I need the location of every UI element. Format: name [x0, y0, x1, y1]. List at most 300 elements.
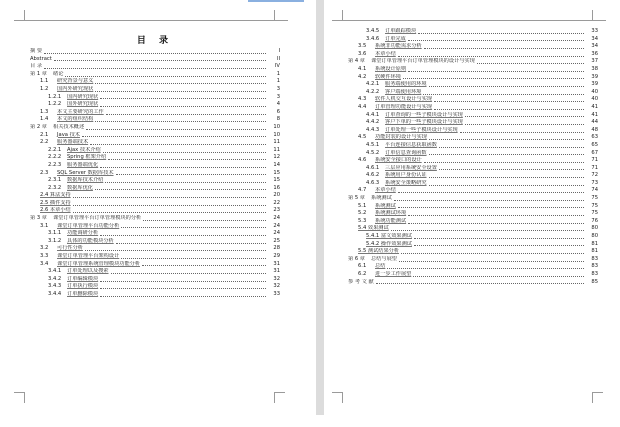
toc-entry[interactable]: [30, 63, 280, 71]
toc-entry[interactable]: [30, 261, 280, 269]
toc-entry-number: 1.1: [40, 78, 49, 85]
toc-entry-number: 4.6: [358, 157, 367, 164]
toc-entry[interactable]: [30, 170, 280, 178]
toc-entry-number: 4.2.1: [366, 81, 380, 88]
toc-entry-page: 71: [591, 164, 598, 171]
toc-entry[interactable]: [30, 162, 280, 170]
toc-entry-page: 38: [591, 65, 598, 72]
toc-leader-dots: [106, 113, 266, 115]
toc-entry[interactable]: [348, 96, 598, 104]
toc-entry-title: 本章小结: [375, 187, 396, 194]
toc-leader-dots: [116, 173, 266, 175]
toc-entry-page: 25: [273, 237, 280, 244]
toc-entry-number: 4.5.1: [366, 141, 380, 148]
toc-leader-dots: [142, 264, 266, 266]
toc-entry-page: I: [278, 48, 280, 54]
toc-entry-page: 48: [591, 126, 598, 133]
toc-entry-page: 71: [591, 157, 598, 164]
toc-leader-dots: [111, 272, 266, 274]
toc-leader-dots: [65, 75, 266, 77]
toc-leader-dots: [100, 234, 266, 236]
toc-entry-number: 4.6.2: [366, 172, 380, 179]
toc-entry-number: 5.1: [358, 202, 367, 209]
toc-entry-title: Spring 框架介绍: [67, 154, 107, 161]
toc-entry-title: 功能调研分析: [67, 230, 99, 237]
toc-entry-page: 41: [591, 111, 598, 118]
toc-entry-page: 75: [591, 210, 598, 217]
toc-entry-page: 39: [591, 73, 598, 80]
toc-entry-title: 进一步工作展望: [375, 271, 412, 277]
toc-entry-page: 37: [591, 58, 598, 65]
toc-entry-title: 软件人机交互设计与实现: [375, 96, 433, 103]
toc-leader-dots: [95, 90, 266, 92]
toc-entry[interactable]: [348, 134, 598, 142]
toc-entry-page: 3: [276, 93, 280, 100]
toc-entry-title: 客户端使用环境: [385, 88, 422, 95]
toc-entry-title: 总结与展望: [371, 255, 397, 262]
toc-entry[interactable]: [348, 233, 598, 241]
toc-entry[interactable]: [30, 223, 280, 231]
toc-entry-page: 24: [273, 222, 280, 229]
toc-entry[interactable]: [30, 276, 280, 284]
toc-entry-number: 3.2: [40, 245, 49, 252]
toc-leader-dots: [44, 52, 266, 54]
toc-leader-dots: [85, 249, 266, 251]
toc-entry-page: 72: [591, 172, 598, 179]
toc-entry-title: 订单完成: [385, 35, 406, 42]
toc-entry-number: 4.1: [358, 65, 367, 72]
toc-entry-number: 4.2: [358, 73, 367, 80]
toc-entry-title: 数据库优化: [67, 184, 93, 191]
toc-entry-page: 34: [591, 35, 598, 42]
toc-entry[interactable]: [348, 195, 598, 203]
toc-leader-dots: [429, 176, 584, 178]
toc-entry[interactable]: [30, 139, 280, 147]
toc-leader-dots: [90, 143, 266, 145]
toc-entry-page: 12: [273, 154, 280, 161]
toc-entry-title: 系统用户身份认证: [385, 172, 427, 179]
toc-entry-page: 3: [276, 85, 280, 92]
toc-leader-dots: [418, 32, 584, 34]
toc-entry-page: 63: [591, 134, 598, 141]
toc-entry-title: 国内外研究现状: [57, 85, 94, 92]
toc-entry-title: 系统设计原则: [375, 65, 407, 72]
toc-entry-number: 6.1: [358, 263, 367, 270]
toc-entry-page: 23: [273, 207, 280, 214]
crop-mark-bottom-right: [592, 392, 603, 403]
toc-entry-page: 1: [276, 78, 280, 85]
toc-entry-title: Ajax 技术介绍: [67, 146, 101, 153]
toc-leader-dots: [82, 135, 266, 137]
toc-entry-page: 80: [591, 225, 598, 232]
toc-entry-number: 2.3: [40, 169, 49, 176]
toc-entry-page: 44: [591, 119, 598, 126]
toc-entry-number: 4.5: [358, 134, 367, 141]
toc-entry-page: 32: [273, 283, 280, 290]
toc-entry-page: 10: [273, 131, 280, 138]
toc-entry-title: 订单编辑模块: [67, 275, 99, 282]
toc-entry[interactable]: [348, 165, 598, 173]
toc-entry-page: 83: [591, 263, 598, 270]
toc-entry[interactable]: [348, 150, 598, 158]
toc-leader-dots: [429, 85, 584, 87]
toc-leader-dots: [86, 128, 266, 130]
toc-entry-title: 订单处理以及搜索: [67, 268, 109, 275]
toc-entry-title: 平台连接信息获取函数: [385, 141, 437, 148]
toc-entry-page: 39: [591, 81, 598, 88]
toc-entry-title: 2.6 本章小结: [40, 207, 71, 214]
toc-entry-title: 订单处理一些子模块设计与实现: [385, 126, 458, 133]
toc-entry[interactable]: [348, 142, 598, 150]
toc-leader-dots: [439, 146, 584, 148]
toc-leader-dots: [424, 161, 584, 163]
toc-entry-page: 11: [273, 139, 280, 146]
toc-leader-dots: [477, 62, 584, 64]
toc-entry-page: 32: [273, 275, 280, 282]
crop-mark-bottom-left: [14, 392, 25, 403]
toc-leader-dots: [376, 282, 584, 284]
toc-entry-number: 3.1.2: [48, 237, 62, 244]
toc-leader-dots: [434, 100, 584, 102]
toc-entry-title: 系统测试环境: [375, 210, 407, 217]
toc-entry[interactable]: [30, 192, 280, 200]
toc-entry-title: 三层应用系统安全设置: [385, 164, 437, 171]
toc-entry[interactable]: [348, 36, 598, 44]
toc-entry-title: 课堂订单管理平台订单管理模块的设计与实现: [371, 58, 475, 65]
toc-entry[interactable]: [348, 43, 598, 51]
toc-leader-dots: [100, 295, 266, 297]
toc-entry-number: 5.3: [358, 217, 367, 224]
toc-entry[interactable]: [348, 81, 598, 89]
toc-entry-number: 1.4: [40, 116, 49, 123]
toc-entry[interactable]: [30, 94, 280, 102]
page-right: [348, 6, 598, 406]
toc-entry-number: 1.2: [40, 85, 49, 92]
toc-entry-page: 33: [591, 28, 598, 34]
toc-entry[interactable]: [348, 187, 598, 195]
toc-leader-dots: [408, 70, 584, 72]
toc-entry-title: 服务器端技术: [57, 139, 89, 146]
toc-entry-page: 29: [273, 253, 280, 260]
toc-entry[interactable]: [30, 71, 280, 79]
toc-leader-dots: [424, 47, 584, 49]
toc-leader-dots: [439, 168, 584, 170]
toc-entry-page: 74: [591, 187, 598, 194]
toc-leader-dots: [414, 244, 584, 246]
toc-entry[interactable]: [348, 74, 598, 82]
toc-leader-dots: [429, 184, 584, 186]
toc-entry-page: 22: [273, 199, 280, 206]
toc-leader-dots: [116, 242, 266, 244]
toc-entry[interactable]: [30, 56, 280, 64]
toc-entry[interactable]: [30, 245, 280, 253]
toc-entry-page: 24: [273, 230, 280, 237]
toc-entry[interactable]: [30, 283, 280, 291]
toc-entry-number: 4.6.1: [366, 164, 380, 171]
toc-leader-dots: [414, 237, 584, 239]
toc-leader-dots: [100, 97, 266, 99]
toc-entry[interactable]: [30, 132, 280, 140]
toc-entry[interactable]: [30, 185, 280, 193]
toc-entry-number: 第 6 章: [348, 255, 365, 262]
toc-entry-title: 系统测试: [375, 202, 396, 209]
crop-mark-bottom-right: [274, 392, 285, 403]
header-rule: [22, 20, 288, 21]
toc-leader-dots: [108, 158, 266, 160]
toc-entry-number: 4.6.3: [366, 179, 380, 186]
toc-entry-title: 国外研究现状: [67, 101, 99, 108]
toc-entry-number: 3.4.3: [48, 283, 62, 290]
toc-entry-page: 73: [591, 179, 598, 186]
toc-entry-page: II: [276, 55, 280, 62]
toc-entry[interactable]: [348, 263, 598, 271]
toc-entry-page: 83: [591, 271, 598, 277]
toc-entry-title: 相关技术概述: [53, 123, 85, 130]
toc-leader-dots: [408, 222, 584, 224]
toc-entry-page: 20: [273, 192, 280, 199]
toc-entry[interactable]: [348, 66, 598, 74]
toc-entry-number: 第 3 章: [30, 215, 47, 222]
toc-leader-dots: [391, 229, 584, 231]
toc-entry-title: 软硬件环境: [375, 73, 401, 80]
toc-entry-number: 3.4.6: [366, 35, 380, 42]
toc-entry-number: 4.4: [358, 103, 367, 110]
toc-entry-page: IV: [274, 63, 280, 70]
toc-entry[interactable]: [348, 248, 598, 256]
toc-entry[interactable]: [348, 210, 598, 218]
toc-entry[interactable]: [348, 271, 598, 279]
toc-entry-page: 15: [273, 169, 280, 176]
toc-entry-title: 5.4 效果测试: [358, 225, 389, 232]
toc-leader-dots: [73, 196, 266, 198]
toc-leader-dots: [100, 280, 266, 282]
toc-leader-dots: [44, 67, 266, 69]
toc-leader-dots: [121, 257, 266, 259]
toc-leader-dots: [73, 211, 266, 213]
toc-leader-dots: [401, 252, 584, 254]
toc-entry-title: 总结: [375, 263, 386, 270]
toc-entry-title: 2.4 算法支持: [40, 192, 71, 199]
toc-entry-page: 34: [591, 43, 598, 50]
toc-entry-title: 课堂订单管理平台功能分析: [57, 222, 120, 229]
toc-leader-dots: [387, 267, 584, 269]
toc-entry[interactable]: [348, 225, 598, 233]
toc-entry[interactable]: [30, 291, 280, 299]
toc-entry-title: 订单管理功能设计与实现: [375, 103, 433, 110]
toc-entry-title: 5.5 测试结果分析: [358, 248, 400, 255]
toc-entry-title: 研究背景与意义: [57, 78, 94, 85]
toc-leader-dots: [100, 287, 266, 289]
toc-entry-number: 第 5 章: [348, 195, 365, 202]
toc-entry[interactable]: [348, 218, 598, 226]
toc-entry-number: 2.2: [40, 139, 49, 146]
toc-leader-dots: [429, 138, 584, 140]
toc-entry-number: 3.6: [358, 50, 367, 57]
toc-entry-number: 2.1: [40, 131, 49, 138]
toc-entry[interactable]: [30, 230, 280, 238]
toc-entry-number: 第 2 章: [30, 123, 47, 130]
toc-entry[interactable]: [30, 177, 280, 185]
toc-entry-title: 系统非功能需求分析: [375, 43, 422, 50]
toc-entry-number: 4.2.2: [366, 88, 380, 95]
toc-entry-title: 功能封装的设计与实现: [375, 134, 427, 141]
toc-entry-title: 绪论: [53, 70, 64, 77]
toc-leader-dots: [103, 151, 266, 153]
toc-entry-number: 3.1.1: [48, 230, 62, 237]
toc-entry-title: 系统功能测试: [375, 217, 407, 224]
toc-entry[interactable]: [30, 154, 280, 162]
toc-entry-title: 可行性分析: [57, 245, 83, 252]
toc-entry[interactable]: [348, 127, 598, 135]
toc-entry-title: Java 技术: [57, 131, 80, 138]
toc-entry-title: 具体的功能模块分析: [67, 237, 114, 244]
toc-entry[interactable]: [30, 101, 280, 109]
toc-entry-title: 本文的组织结构: [57, 116, 94, 123]
toc-leader-dots: [429, 153, 584, 155]
toc-leader-dots: [95, 120, 266, 122]
toc-leader-dots: [408, 39, 584, 41]
toc-entry-title: 数据库技术介绍: [67, 177, 104, 184]
toc-entry[interactable]: [348, 104, 598, 112]
toc-leader-dots: [398, 55, 584, 57]
toc-entry[interactable]: [30, 116, 280, 124]
toc-entry-title: SQL Server 数据库技术: [57, 169, 114, 176]
toc-leader-dots: [423, 93, 584, 95]
toc-entry-page: 81: [591, 248, 598, 255]
toc-entry-title: 参 考 文 献: [348, 278, 374, 285]
toc-leader-dots: [465, 115, 584, 117]
toc-leader-dots: [100, 166, 266, 168]
toc-entry-page: 1: [276, 70, 280, 77]
toc-entry[interactable]: [30, 86, 280, 94]
toc-entry-number: 2.2.3: [48, 161, 62, 168]
toc-entry-number: 2.3.2: [48, 184, 62, 191]
toc-leader-dots: [460, 131, 584, 133]
toc-entry-page: 31: [273, 260, 280, 267]
header-rule: [340, 20, 606, 21]
toc-entry-page: 40: [591, 96, 598, 103]
crop-mark-bottom-left: [332, 392, 343, 403]
toc-entry-number: 2.2.1: [48, 146, 62, 153]
toc-entry[interactable]: [30, 48, 280, 56]
toc-entry-number: 3.4: [40, 260, 49, 267]
toc-entry-title: 5.4.2 操作效果测试: [366, 240, 412, 247]
toc-entry-page: 6: [276, 108, 280, 115]
toc-entry-title: 服务端使用的环境: [385, 81, 427, 88]
toc-entry-page: 83: [591, 255, 598, 262]
toc-entry-title: 系统安全策略研究: [385, 179, 427, 186]
toc-entry-page: 67: [591, 149, 598, 156]
toc-entry-title: 摘 要: [30, 48, 43, 54]
toc-entry-page: 40: [591, 88, 598, 95]
toc-entry-title: Abstract: [30, 55, 52, 62]
toc-leader-dots: [95, 82, 266, 84]
toc-entry[interactable]: [348, 180, 598, 188]
toc-entry-number: 3.4.2: [48, 275, 62, 282]
toc-entry-page: 80: [591, 233, 598, 240]
toc-entry-page: 36: [591, 50, 598, 57]
toc-entry-number: 2.2.2: [48, 154, 62, 161]
toc-entry-page: 65: [591, 141, 598, 148]
toc-entry[interactable]: [30, 238, 280, 246]
toc-entry[interactable]: [30, 78, 280, 86]
toc-entry-number: 4.3: [358, 96, 367, 103]
toc-entry-title: 国内研究现状: [67, 93, 99, 100]
toc-entry[interactable]: [348, 89, 598, 97]
toc-entry-title: 课堂订单管理系统管理模块功能分析: [57, 260, 141, 267]
toc-entry-title: 课堂订单管理平台订单管理模块的分析: [53, 215, 142, 222]
toc-entry[interactable]: [348, 119, 598, 127]
toc-entry-page: 4: [276, 101, 280, 108]
toc-leader-dots: [465, 123, 584, 125]
toc-entry-number: 3.5: [358, 43, 367, 50]
toc-entry-page: 15: [273, 177, 280, 184]
toc-leader-dots: [394, 199, 584, 201]
toc-entry-number: 3.1: [40, 222, 49, 229]
toc-leader-dots: [73, 204, 266, 206]
toc-entry[interactable]: [30, 215, 280, 223]
toc-entry[interactable]: [348, 112, 598, 120]
toc-entry[interactable]: [348, 203, 598, 211]
toc-entry-number: 1.3: [40, 108, 49, 115]
toc-entry[interactable]: [30, 109, 280, 117]
toc-entry-title: 系统测试: [371, 195, 392, 202]
toc-entry-number: 5.2: [358, 210, 367, 217]
toc-leader-dots: [434, 108, 584, 110]
toc-entry[interactable]: [348, 172, 598, 180]
toc-entry-title: 订单信息查询函数: [385, 149, 427, 156]
toc-entry[interactable]: [30, 147, 280, 155]
toc-entry-number: 4.5.2: [366, 149, 380, 156]
toc-entry[interactable]: [30, 253, 280, 261]
toc-leader-dots: [143, 219, 266, 221]
toc-entry-number: 4.4.2: [366, 119, 380, 126]
toc-leader-dots: [399, 260, 584, 262]
selection-indicator: [248, 0, 304, 2]
toc-entry[interactable]: [30, 200, 280, 208]
toc-entry-number: 3.4.4: [48, 291, 62, 297]
toc-entry[interactable]: [348, 157, 598, 165]
toc-leader-dots: [398, 191, 584, 193]
toc-leader-dots: [105, 181, 266, 183]
toc-entry-page: 81: [591, 240, 598, 247]
toc-leader-dots: [403, 77, 584, 79]
toc-entry-page: 75: [591, 202, 598, 209]
toc-entry[interactable]: [348, 241, 598, 249]
toc-entry-title: 课堂订单管理平台架构设计: [57, 253, 120, 260]
toc-entry[interactable]: [30, 207, 280, 215]
toc-list-right: [348, 28, 598, 286]
toc-entry-page: 75: [591, 195, 598, 202]
toc-entry[interactable]: [30, 124, 280, 132]
toc-leader-dots: [54, 59, 266, 61]
toc-entry[interactable]: [348, 28, 598, 36]
toc-entry[interactable]: [348, 58, 598, 66]
toc-entry[interactable]: [348, 279, 598, 287]
toc-entry[interactable]: [348, 256, 598, 264]
toc-entry-number: 1.2.1: [48, 93, 62, 100]
toc-entry-title: 订单跟踪模块: [385, 28, 417, 34]
toc-entry-page: 11: [273, 146, 280, 153]
toc-leader-dots: [121, 226, 266, 228]
toc-entry-title: 目 录: [30, 63, 43, 70]
toc-leader-dots: [398, 206, 584, 208]
page-left: [30, 6, 280, 406]
toc-entry-number: 4.7: [358, 187, 367, 194]
toc-entry[interactable]: [348, 51, 598, 59]
toc-entry-page: 33: [273, 291, 280, 297]
toc-entry[interactable]: [30, 268, 280, 276]
